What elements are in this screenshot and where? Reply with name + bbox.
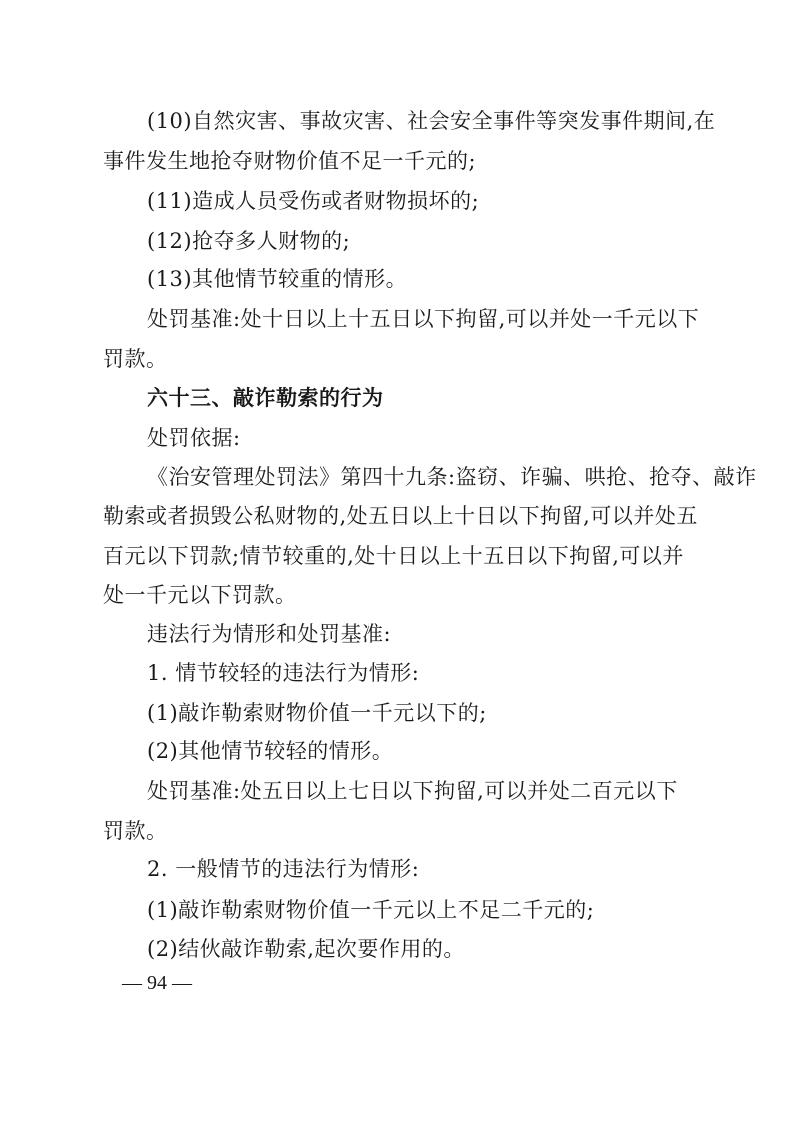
text-line-12: 百元以下罚款;情节较重的,处十日以上十五日以下拘留,可以并 xyxy=(103,544,684,568)
section-heading: 六十三、敲诈勒索的行为 xyxy=(147,386,384,410)
text-line-7: 罚款。 xyxy=(103,347,168,371)
text-line-11: 勒索或者损毁公私财物的,处五日以上十日以下拘留,可以并处五 xyxy=(103,504,698,528)
text-line-4: (12)抢夺多人财物的; xyxy=(147,229,351,253)
page-number: — 94 — xyxy=(122,972,192,994)
text-line-18: 处罚基准:处五日以上七日以下拘留,可以并处二百元以下 xyxy=(147,779,678,803)
text-line-14: 违法行为情形和处罚基准: xyxy=(147,622,392,646)
text-line-5: (13)其他情节较重的情形。 xyxy=(147,267,408,291)
text-line-16: (1)敲诈勒索财物价值一千元以下的; xyxy=(147,701,487,725)
text-line-17: (2)其他情节较轻的情形。 xyxy=(147,739,394,763)
text-line-19: 罚款。 xyxy=(103,819,168,843)
text-line-21: (1)敲诈勒索财物价值一千元以上不足二千元的; xyxy=(147,898,595,922)
text-line-6: 处罚基准:处十日以上十五日以下拘留,可以并处一千元以下 xyxy=(147,307,700,331)
text-line-10: 《治安管理处罚法》第四十九条:盗窃、诈骗、哄抢、抢夺、敲诈 xyxy=(147,465,757,489)
text-line-20: 2. 一般情节的违法行为情形: xyxy=(147,857,420,881)
text-line-3: (11)造成人员受伤或者财物损坏的; xyxy=(147,189,480,213)
text-line-15: 1. 情节较轻的违法行为情形: xyxy=(147,661,420,685)
text-line-13: 处一千元以下罚款。 xyxy=(103,583,297,607)
text-line-22: (2)结伙敲诈勒索,起次要作用的。 xyxy=(147,937,465,961)
text-line-2: 事件发生地抢夺财物价值不足一千元的; xyxy=(103,149,477,173)
text-line-1: (10)自然灾害、事故灾害、社会安全事件等突发事件期间,在 xyxy=(147,109,716,133)
text-line-9: 处罚依据: xyxy=(147,426,241,450)
